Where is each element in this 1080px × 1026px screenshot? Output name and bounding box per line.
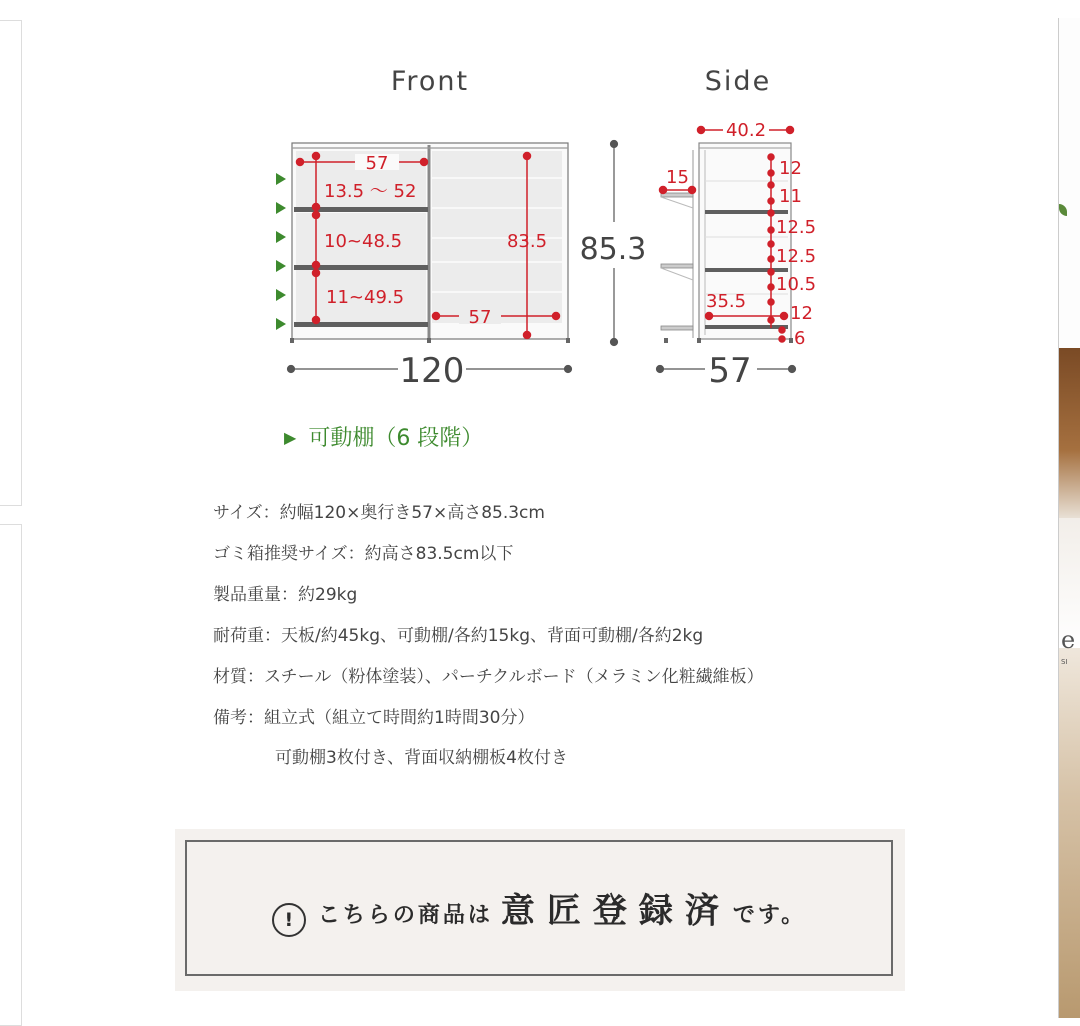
dimension-label: 12.5 [776, 217, 817, 238]
design-registration-notice [185, 840, 893, 976]
dimension-label: 35.5 [706, 291, 747, 312]
photo-caption-letter: e [1061, 626, 1076, 654]
adjustable-shelf-label: 可動棚（6 段階） [308, 426, 484, 451]
spec-trash-size: ゴミ箱推奨サイズ：約高さ83.5cm以下 [213, 544, 514, 564]
dimension-diagram [0, 0, 1080, 470]
dimension-label: 12.5 [776, 246, 817, 267]
notice-post-text: です。 [732, 903, 807, 928]
spec-weight: 製品重量：約29kg [213, 585, 358, 605]
left-adjacent-panel-lower [0, 524, 22, 1026]
dimension-label: 12 [779, 158, 802, 179]
photo-caption-small: SI [1061, 658, 1068, 666]
front-title: Front [390, 66, 470, 97]
dimension-label: 10.5 [776, 274, 817, 295]
adjustable-shelf-note [284, 421, 483, 452]
notice-pre-text: こちらの商品は [317, 903, 493, 928]
spec-material: 材質：スチール（粉体塗装）、パーチクルボード（メラミン化粧繊維板） [213, 667, 764, 687]
depth-total-label: 57 [708, 351, 752, 391]
side-title: Side [704, 66, 772, 97]
dimension-label: 83.5 [506, 231, 548, 252]
width-total-label: 120 [399, 351, 465, 391]
dimension-label: 15 [666, 167, 689, 188]
dimension-label: 40.2 [725, 120, 767, 141]
exclamation-circle-icon: ! [272, 903, 306, 937]
dimension-label: 57 [365, 153, 389, 174]
dimension-label: 10~48.5 [324, 231, 403, 252]
height-total-label: 85.3 [579, 232, 647, 267]
spec-size: サイズ：約幅120×奥行き57×高さ85.3cm [213, 503, 545, 523]
spec-remarks-cont: 可動棚3枚付き、背面収納棚板4枚付き [275, 748, 568, 768]
shelf-position-markers [276, 173, 286, 330]
dimension-label: 57 [468, 307, 492, 328]
dimension-label: 11 [779, 186, 802, 207]
triangle-right-icon: ▶ [284, 428, 297, 447]
side-view [657, 120, 817, 391]
dimension-label: 11~49.5 [326, 287, 405, 308]
dimension-label: 6 [794, 328, 806, 349]
notice-strong-text: 意匠登録済 [500, 891, 731, 931]
front-view [276, 141, 646, 392]
dimension-label: 12 [790, 303, 813, 324]
spec-remarks: 備考：組立式（組立て時間約1時間30分） [213, 708, 535, 728]
spec-load-capacity: 耐荷重：天板/約45kg、可動棚/各約15kg、背面可動棚/各約2kg [213, 626, 704, 646]
dimension-label: 13.5 〜 52 [324, 181, 417, 202]
